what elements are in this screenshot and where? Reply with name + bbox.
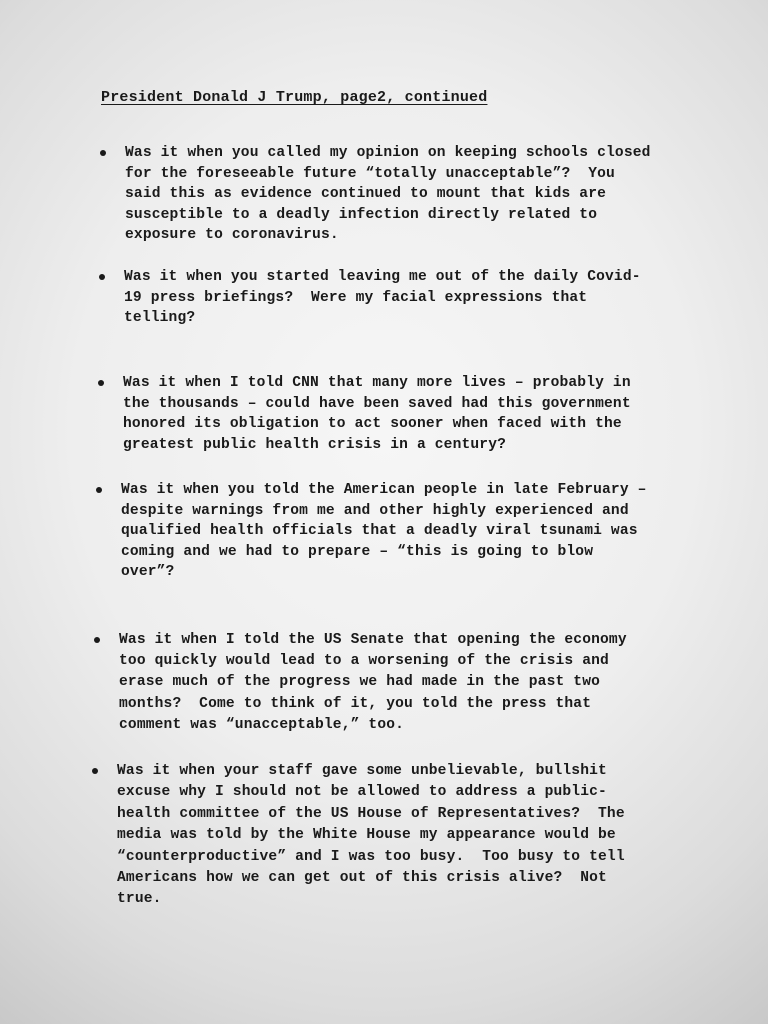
bullet-dot-icon <box>99 274 105 280</box>
bullet-dot-icon <box>92 768 98 774</box>
bullet-text: Was it when you told the American people in late February – despite warnings from me and other highly experienced and qualified health officials that a deadly viral tsunami was coming and we had to prepare – “this is going to blow over”? <box>121 482 647 581</box>
bullet-text: Was it when I told CNN that many more lives – probably in the thousands – could have been saved had this government honored its obligation to act sooner when faced with the greatest public health crisis in a century? <box>123 375 631 453</box>
bullet-text: Was it when you called my opinion on keeping schools closed for the foreseeable future “totally unacceptable”? You said this as evidence continued to mount that kids are susceptible to a deadly infection directly related to exposure to coronavirus. <box>125 145 651 244</box>
bullet-text: Was it when you started leaving me out of the daily Covid- 19 press briefings? Were my facial expressions that telling? <box>124 269 641 327</box>
page-heading: President Donald J Trump, page2, continued <box>101 89 488 106</box>
bullet-dot-icon <box>98 380 104 386</box>
bullet-dot-icon <box>96 487 102 493</box>
bullet-dot-icon <box>94 637 100 643</box>
bullet-text: Was it when your staff gave some unbelievable, bullshit excuse why I should not be allowed to address a public- health committee of the US House of Representatives? The media was told by the White House my appearance would be “counterproductive” and I was too busy. Too busy to tell Americans how we can get out of this crisis alive? Not true. <box>117 763 625 908</box>
bullet-dot-icon <box>100 150 106 156</box>
bullet-text: Was it when I told the US Senate that opening the economy too quickly would lead to a worsening of the crisis and erase much of the progress we had made in the past two months? Come to think of it, you told the press that comment was “unacceptable,” too. <box>119 632 627 733</box>
